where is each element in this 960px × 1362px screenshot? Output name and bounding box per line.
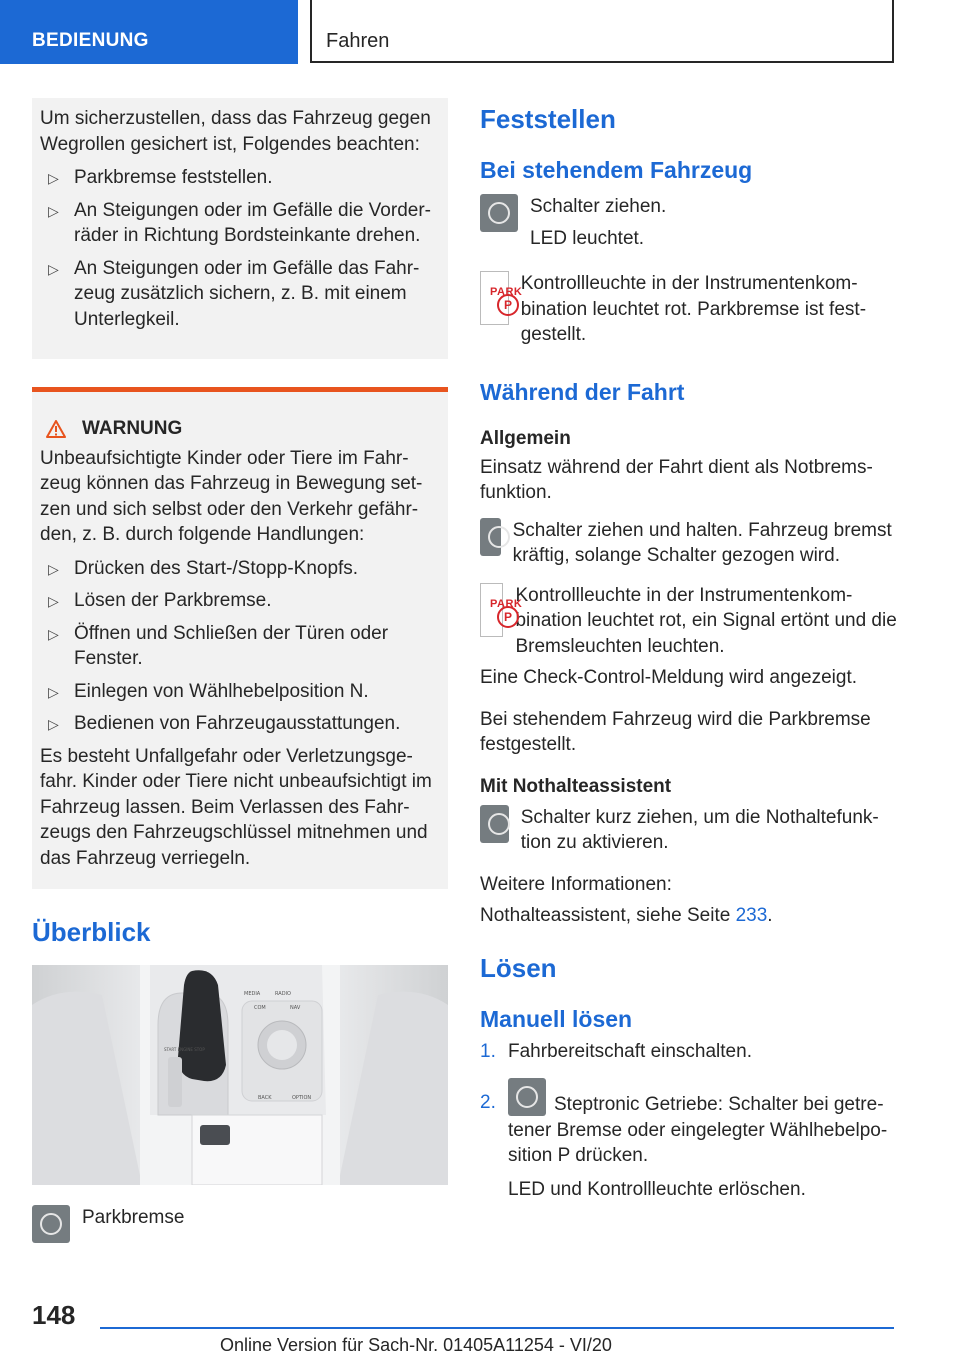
allgemein-text: Einsatz während der Fahrt dient als Notbremsfunktion. [480,456,873,503]
nothalte-heading: Mit Nothalteassistent [480,775,672,797]
option-label: OPTION [292,1095,312,1101]
parking-brake-switch-icon [480,194,518,232]
list-item: 1. Fahrbereitschaft einschalten. [480,1040,752,1062]
photo-caption: Parkbremse [82,1207,185,1228]
reference-line: Nothalteassistent, siehe Seite 233. [480,905,773,926]
list-item: ▷ Öffnen und Schließen der Türen oder Fenster. [48,622,389,669]
feststellen-heading: Feststellen [480,104,616,134]
warning-text: Unbeaufsichtigte Kinder oder Tiere im Fahrzeug können das Fahrzeug in Bewegung setzen und sich selbst oder den Verkehr gefährden, z. B. durch folgende Handlungen: [40,447,423,545]
media-label: MEDIA [244,991,261,997]
loesen-heading: Lösen [480,952,557,983]
console-illustration [32,965,448,1185]
park-warning-icon: PARK P [480,271,509,325]
loesen-steps [480,1039,898,1203]
chapter-title: Fahren [326,30,390,52]
intro-text: Um sicherzustellen, dass das Fahrzeug gegen Wegrollen gesichert ist, Folgendes beachten: [40,108,431,155]
park-indicator-1: PARK P Kontrollleuchte in der Instrumentenkombination leuchtet rot. Parkbremse ist festgestellt. [480,271,898,348]
list-item: ▷ An Steigungen oder im Gefälle die Vorderräder in Richtung Bordsteinkante drehen. [48,199,431,246]
allgemein-heading: Allgemein [480,427,571,449]
footer-text: Online Version für Sach-Nr. 01405A11254 - VI/20 [220,1335,612,1355]
left-column [32,98,448,1243]
list-item: ▷ Drücken des Start-/Stopp-Knopfs. [40,556,440,582]
chapter-tab [310,0,894,63]
page-link[interactable]: 233 [735,905,768,926]
park-warning-icon: PARK P [480,583,503,637]
intro-box [32,98,448,359]
warning-list [40,556,440,737]
warning-title: WARNUNG [40,416,440,442]
list-item: ▷ Parkbremse feststellen. [40,165,440,191]
section-tab [0,0,298,64]
nav-label: NAV [290,1005,301,1011]
parking-brake-switch-icon [508,1078,546,1116]
triangle-bullet-icon: ▷ [48,202,59,219]
intro-list [40,165,440,332]
manuell-loesen-heading: Manuell lösen [480,1005,633,1032]
list-item: ▷ Bedienen von Fahrzeugausstattungen. [40,711,440,737]
overview-heading: Überblick [32,917,151,947]
parkbremse-caption-row [32,1205,448,1243]
triangle-bullet-icon: ▷ [48,260,59,277]
radio-label: RADIO [275,991,291,997]
triangle-bullet-icon: ▷ [48,716,59,732]
warning-closing: Es besteht Unfallgefahr oder Verletzungsgefahr. Kinder oder Tiere nicht unbeaufsichtigt im Fahrzeug lassen. Beim Verlassen des Fahrzeugs den Fahrzeugschlüssel mitnehmen und das Fahrzeug verriegeln. [40,745,432,869]
parking-brake-switch-icon [32,1205,70,1243]
center-console-photo [32,965,448,1185]
section-title: BEDIENUNG [32,30,149,51]
triangle-bullet-icon: ▷ [48,560,59,577]
switch-instruction-3: Schalter kurz ziehen, um die Nothaltefunktion zu aktivieren. [480,805,898,856]
list-item: ▷ Einlegen von Wählhebelposition N. [40,679,440,705]
back-label: BACK [258,1095,272,1101]
park-indicator-2: PARK P Kontrollleuchte in der Instrumentenkombination leuchtet rot, ein Signal ertönt und die Bremsleuchten leuchten. [480,583,898,660]
triangle-bullet-icon: ▷ [48,683,59,700]
warning-triangle-icon [46,420,66,438]
waehrend-fahrt-heading: Während der Fahrt [480,378,685,405]
footer-divider [100,1327,894,1329]
right-column [480,98,898,1202]
com-label: COM [254,1005,266,1011]
switch-instruction-1: Schalter ziehen. LED leuchtet. [480,194,898,251]
start-engine-stop-label: START ENGINE STOP [164,1047,205,1052]
standing-text: Bei stehendem Fahrzeug wird die Parkbremse festgestellt. [480,708,871,755]
parking-brake-switch-icon [480,805,509,843]
triangle-bullet-icon: ▷ [48,593,59,609]
triangle-bullet-icon: ▷ [48,625,59,642]
switch-instruction-2: Schalter ziehen und halten. Fahrzeug bremst kräftig, solange Schalter gezogen wird. [480,518,898,569]
check-control-text: Eine Check-Control-Meldung wird angezeigt. [480,667,858,688]
list-item: 2. Steptronic Getriebe: Schalter bei getretener Bremse oder eingelegter Wählhebelposition P drücken. LED und Kontrollleuchte erlöschen. [480,1078,898,1202]
bei-stehendem-heading: Bei stehendem Fahrzeug [480,157,753,183]
warning-box [32,387,448,889]
parking-brake-switch-icon [480,518,501,556]
list-item: ▷ An Steigungen oder im Gefälle das Fahrzeug zusätzlich sichern, z. B. mit einem Unterlegkeil. [48,257,420,330]
more-info: Weitere Informationen: [480,873,672,895]
list-item: ▷ Lösen der Parkbremse. [40,588,440,614]
triangle-bullet-icon: ▷ [48,170,59,186]
page-number: 148 [32,1300,76,1330]
